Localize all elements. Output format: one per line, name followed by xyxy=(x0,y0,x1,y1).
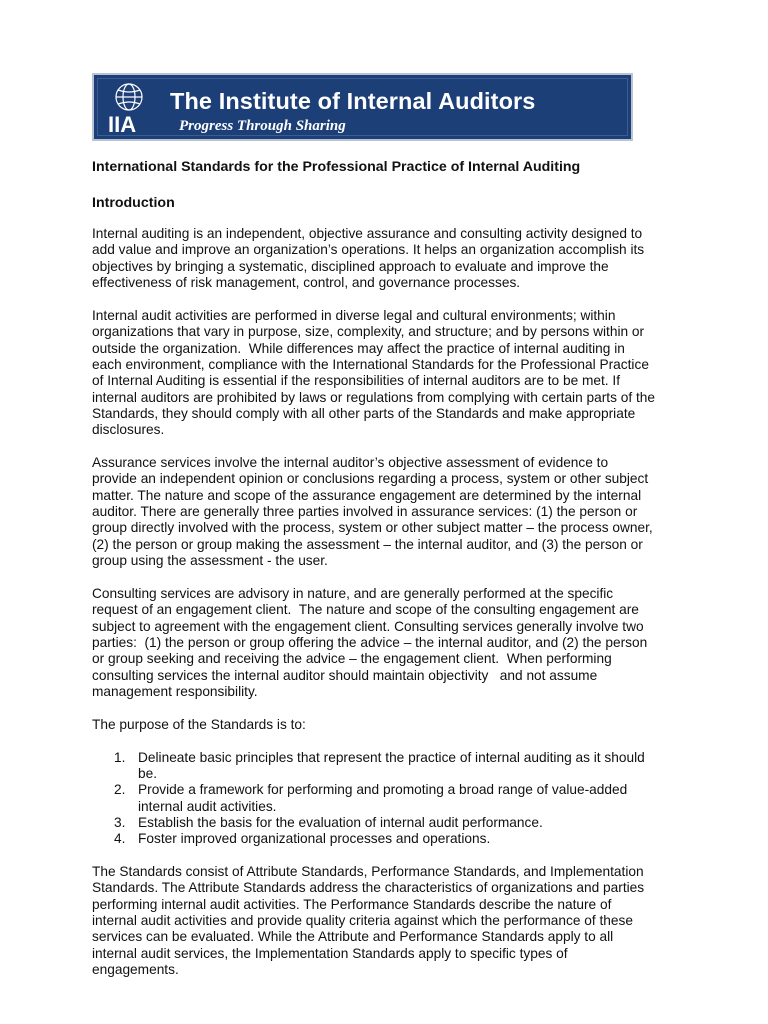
paragraph-line: performing internal audit activities. The Performance Standards describe the nature of xyxy=(92,897,612,912)
paragraph-line: services can be evaluated. While the Attribute and Performance Standards apply to all xyxy=(92,929,614,944)
paragraph-line: organizations that vary in purpose, size, complexity, and structure; and by persons within or xyxy=(92,324,645,339)
list-number: 3. xyxy=(114,815,126,830)
paragraph-line: subject to agreement with the engagement client. Consulting services generally involve two xyxy=(92,619,644,634)
paragraph-line: outside the organization. While differences may affect the practice of internal auditing in xyxy=(92,341,625,356)
paragraph-line: of Internal Auditing is essential if the responsibilities of internal auditors are to be met. If xyxy=(92,373,621,388)
paragraph-line: consulting services the internal auditor should maintain objectivity and not assume xyxy=(92,668,598,683)
paragraph-line: auditor. There are generally three parties involved in assurance services: (1) the person or xyxy=(92,504,638,519)
paragraph-line: each environment, compliance with the International Standards for the Professional Practice xyxy=(92,357,649,372)
institute-name: The Institute of Internal Auditors xyxy=(170,88,536,114)
paragraph-line: group using the assessment - the user. xyxy=(92,553,328,568)
document-title: International Standards for the Professional Practice of Internal Auditing xyxy=(92,159,581,175)
purpose-intro: The purpose of the Standards is to: xyxy=(92,717,306,732)
paragraph-line: management responsibility. xyxy=(92,684,258,699)
paragraph-line: request of an engagement client. The nature and scope of the consulting engagement are xyxy=(92,602,639,617)
iia-logo-banner xyxy=(92,73,633,141)
paragraph-line: provide an independent opinion or conclusions regarding a process, system or other subject xyxy=(92,471,649,486)
paragraph-line: Assurance services involve the internal auditor’s objective assessment of evidence to xyxy=(92,455,609,470)
iia-monogram: IIA xyxy=(108,112,137,136)
list-item-text: Establish the basis for the evaluation of internal audit performance. xyxy=(138,815,543,830)
paragraph-line: Standards, they should comply with all other parts of the Standards and make appropriate xyxy=(92,406,636,421)
list-number: 4. xyxy=(114,831,126,846)
paragraph-line: group directly involved with the process, system or other subject matter – the process owner, xyxy=(92,520,653,535)
paragraph-line: internal audit activities and provide quality criteria against which the performance of these xyxy=(92,913,633,928)
paragraph-line: effectiveness of risk management, control, and governance processes. xyxy=(92,275,521,290)
list-item-text: Delineate basic principles that represent the practice of internal auditing as it should xyxy=(138,750,645,765)
list-item-text: be. xyxy=(138,766,158,781)
paragraph-line: add value and improve an organization’s operations. It helps an organization accomplish its xyxy=(92,242,645,257)
paragraph-line: internal auditors are prohibited by laws or regulations from complying with certain parts of the xyxy=(92,390,655,405)
list-item-text: Foster improved organizational processes and operations. xyxy=(138,831,491,846)
list-number: 2. xyxy=(114,782,126,797)
paragraph-line: (2) the person or group making the assessment – the internal auditor, and (3) the person or xyxy=(92,537,643,552)
paragraph-line: Consulting services are advisory in nature, and are generally performed at the specific xyxy=(92,586,614,601)
paragraph-line: objectives by bringing a systematic, disciplined approach to evaluate and improve the xyxy=(92,259,609,274)
paragraph-line: Standards. The Attribute Standards address the characteristics of organizations and parties xyxy=(92,880,645,895)
paragraph-line: matter. The nature and scope of the assurance engagement are determined by the internal xyxy=(92,488,642,503)
paragraph-line: engagements. xyxy=(92,962,179,977)
paragraph-line: disclosures. xyxy=(92,422,165,437)
paragraph-line: Internal auditing is an independent, objective assurance and consulting activity designed to xyxy=(92,226,643,241)
paragraph-line: parties: (1) the person or group offering the advice – the internal auditor, and (2) the person xyxy=(92,635,648,650)
section-heading-introduction: Introduction xyxy=(92,195,175,211)
list-item-text: Provide a framework for performing and promoting a broad range of value-added xyxy=(138,782,628,797)
paragraph-line: internal audit services, the Implementation Standards apply to specific types of xyxy=(92,946,568,961)
list-number: 1. xyxy=(114,750,126,765)
iia-globe-logo-icon xyxy=(106,80,166,136)
paragraph-line: or group seeking and receiving the advice – the engagement client. When performing xyxy=(92,651,612,666)
list-item-text: internal audit activities. xyxy=(138,799,277,814)
paragraph-line: The Standards consist of Attribute Standards, Performance Standards, and Implementation xyxy=(92,864,644,879)
paragraph-line: Internal audit activities are performed in diverse legal and cultural environments; within xyxy=(92,308,616,323)
institute-tagline: Progress Through Sharing xyxy=(179,118,346,134)
